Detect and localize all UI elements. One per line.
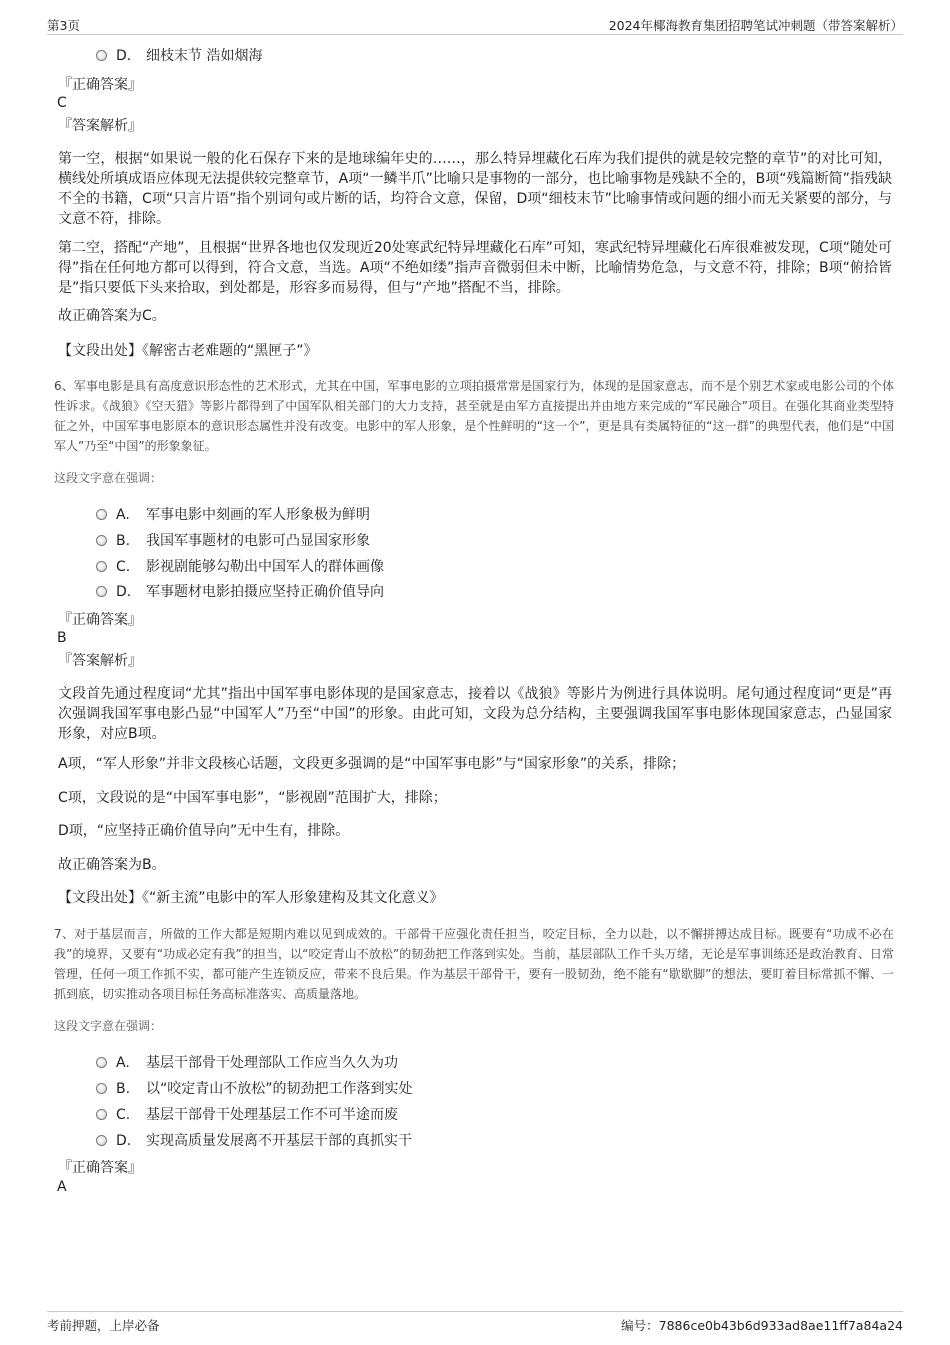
- q6-option-b[interactable]: B. 我国军事题材的电影可凸显国家形象: [96, 531, 370, 551]
- q7-option-d[interactable]: D. 实现高质量发展离不开基层干部的真抓实干: [96, 1131, 412, 1151]
- analysis-paragraph: A项，“军人形象”并非文段核心话题，文段更多强调的是“中国军事电影”与“国家形象”的关系，排除；: [58, 756, 686, 772]
- radio-icon[interactable]: [96, 50, 107, 61]
- correct-answer: A: [57, 1179, 67, 1195]
- radio-icon[interactable]: [96, 1057, 107, 1068]
- radio-icon[interactable]: [96, 1109, 107, 1120]
- correct-answer: B: [57, 630, 67, 646]
- analysis-paragraph: C项，文段说的是“中国军事电影”，“影视剧”范围扩大，排除；: [58, 790, 447, 806]
- analysis-paragraph: 第二空，搭配“产地”，且根据“世界各地也仅发现近20处寒武纪特异埋藏化石库”可知，寒武纪特异埋藏化石库很难被发现，C项“随处可得”指在任何地方都可以得到，符合文意，当选。A项“不绝如缕”指声音微弱但未中断，比喻情势危急，与文意不符，排除；B项“俯拾皆是”指只要低下头来拾取，到处都是，形容多而易得，但与“产地”搭配不当，排除。: [58, 240, 892, 296]
- radio-icon[interactable]: [96, 1083, 107, 1094]
- prev-option-d[interactable]: D. 细枝末节 浩如烟海: [96, 46, 262, 66]
- analysis-paragraph: 文段首先通过程度词“尤其”指出中国军事电影体现的是国家意志，接着以《战狼》等影片为例进行具体说明。尾句通过程度词“更是”再次强调我国军事电影凸显“中国军人”乃至“中国”的形象。由此可知，文段为总分结构，主要强调我国军事电影体现国家意志，凸显国家形象，对应B项。: [58, 686, 892, 742]
- q7-option-c[interactable]: C. 基层干部骨干处理基层工作不可半途而废: [96, 1105, 398, 1125]
- page-header: [47, 14, 903, 35]
- radio-icon[interactable]: [96, 586, 107, 597]
- page-number: 第3页: [47, 18, 80, 33]
- analysis-conclusion: 故正确答案为C。: [58, 308, 166, 324]
- question-6-prompt: 这段文字意在强调：: [54, 471, 163, 485]
- answer-label: 『正确答案』: [58, 1160, 142, 1176]
- answer-label: 『正确答案』: [58, 77, 142, 93]
- q7-option-b[interactable]: B. 以“咬定青山不放松”的韧劲把工作落到实处: [96, 1079, 413, 1099]
- q6-option-a[interactable]: A. 军事电影中刻画的军人形象极为鲜明: [96, 505, 370, 525]
- q6-option-d[interactable]: D. 军事题材电影拍摄应坚持正确价值导向: [96, 582, 384, 602]
- document-id: 编号：7886ce0b43b6d933ad8ae11ff7a84a24: [621, 1318, 903, 1333]
- question-6-text: 6、军事电影是具有高度意识形态性的艺术形式，尤其在中国，军事电影的立项拍摄常常是国家行为，体现的是国家意志，而不是个别艺术家或电影公司的个体性诉求。《战狼》《空天猎》等影片都得到了中国军队相关部门的大力支持，甚至就是由军方直接提出并由地方来完成的“军民融合”项目。在强化其商业类型特征之外，中国军事电影原本的意识形态属性并没有改变。电影中的军人形象，是个性鲜明的“这一个”，更是具有类属特征的“这一群”的典型代表，他们是“中国军人”乃至“中国”的形象象征。: [54, 379, 894, 453]
- page-footer: [47, 1311, 903, 1336]
- source-citation: 【文段出处】《“新主流”电影中的军人形象建构及其文化意义》: [58, 890, 444, 906]
- analysis-paragraph: 第一空，根据“如果说一般的化石保存下来的是地球编年史的……，那么特异埋藏化石库为我们提供的就是较完整的章节”的对比可知，横线处所填成语应体现无法提供较完整章节，A项“一鳞半爪”比喻只是事物的一部分，也比喻事物是残缺不全的，B项“残篇断简”指残缺不全的书籍，C项“只言片语”指个别词句或片断的话，均符合文意，保留，D项“细枝末节”比喻事情或问题的细小而无关紧要的部分，与文意不符，排除。: [58, 151, 892, 227]
- q6-option-c[interactable]: C. 影视剧能够勾勒出中国军人的群体画像: [96, 557, 384, 577]
- source-citation: 【文段出处】《解密古老难题的“黑匣子”》: [58, 343, 318, 359]
- q7-option-a[interactable]: A. 基层干部骨干处理部队工作应当久久为功: [96, 1053, 398, 1073]
- radio-icon[interactable]: [96, 1135, 107, 1146]
- radio-icon[interactable]: [96, 535, 107, 546]
- analysis-paragraph: D项，“应坚持正确价值导向”无中生有，排除。: [58, 823, 350, 839]
- correct-answer: C: [57, 95, 67, 111]
- answer-label: 『正确答案』: [58, 612, 142, 628]
- analysis-label: 『答案解析』: [58, 653, 142, 669]
- analysis-label: 『答案解析』: [58, 118, 142, 134]
- radio-icon[interactable]: [96, 509, 107, 520]
- footer-slogan: 考前押题，上岸必备: [47, 1318, 160, 1333]
- radio-icon[interactable]: [96, 561, 107, 572]
- analysis-conclusion: 故正确答案为B。: [58, 857, 166, 873]
- question-7-prompt: 这段文字意在强调：: [54, 1019, 163, 1033]
- question-7-text: 7、对于基层而言，所做的工作大都是短期内难以见到成效的。干部骨干应强化责任担当，咬定目标，全力以赴，以不懈拼搏达成目标。既要有“功成不必在我”的境界，又要有“功成必定有我”的担当，以“咬定青山不放松”的韧劲把工作落到实处。当前，基层部队工作千头万绪，无论是军事训练还是政治教育、日常管理，任何一项工作抓不实，都可能产生连锁反应，带来不良后果。作为基层干部骨干，要有一股韧劲，绝不能有“歇歇脚”的想法，要盯着目标常抓不懈、一抓到底，切实推动各项目标任务高标准落实、高质量落地。: [54, 927, 894, 1001]
- document-title: 2024年椰海教育集团招聘笔试冲刺题（带答案解析）: [608, 18, 903, 33]
